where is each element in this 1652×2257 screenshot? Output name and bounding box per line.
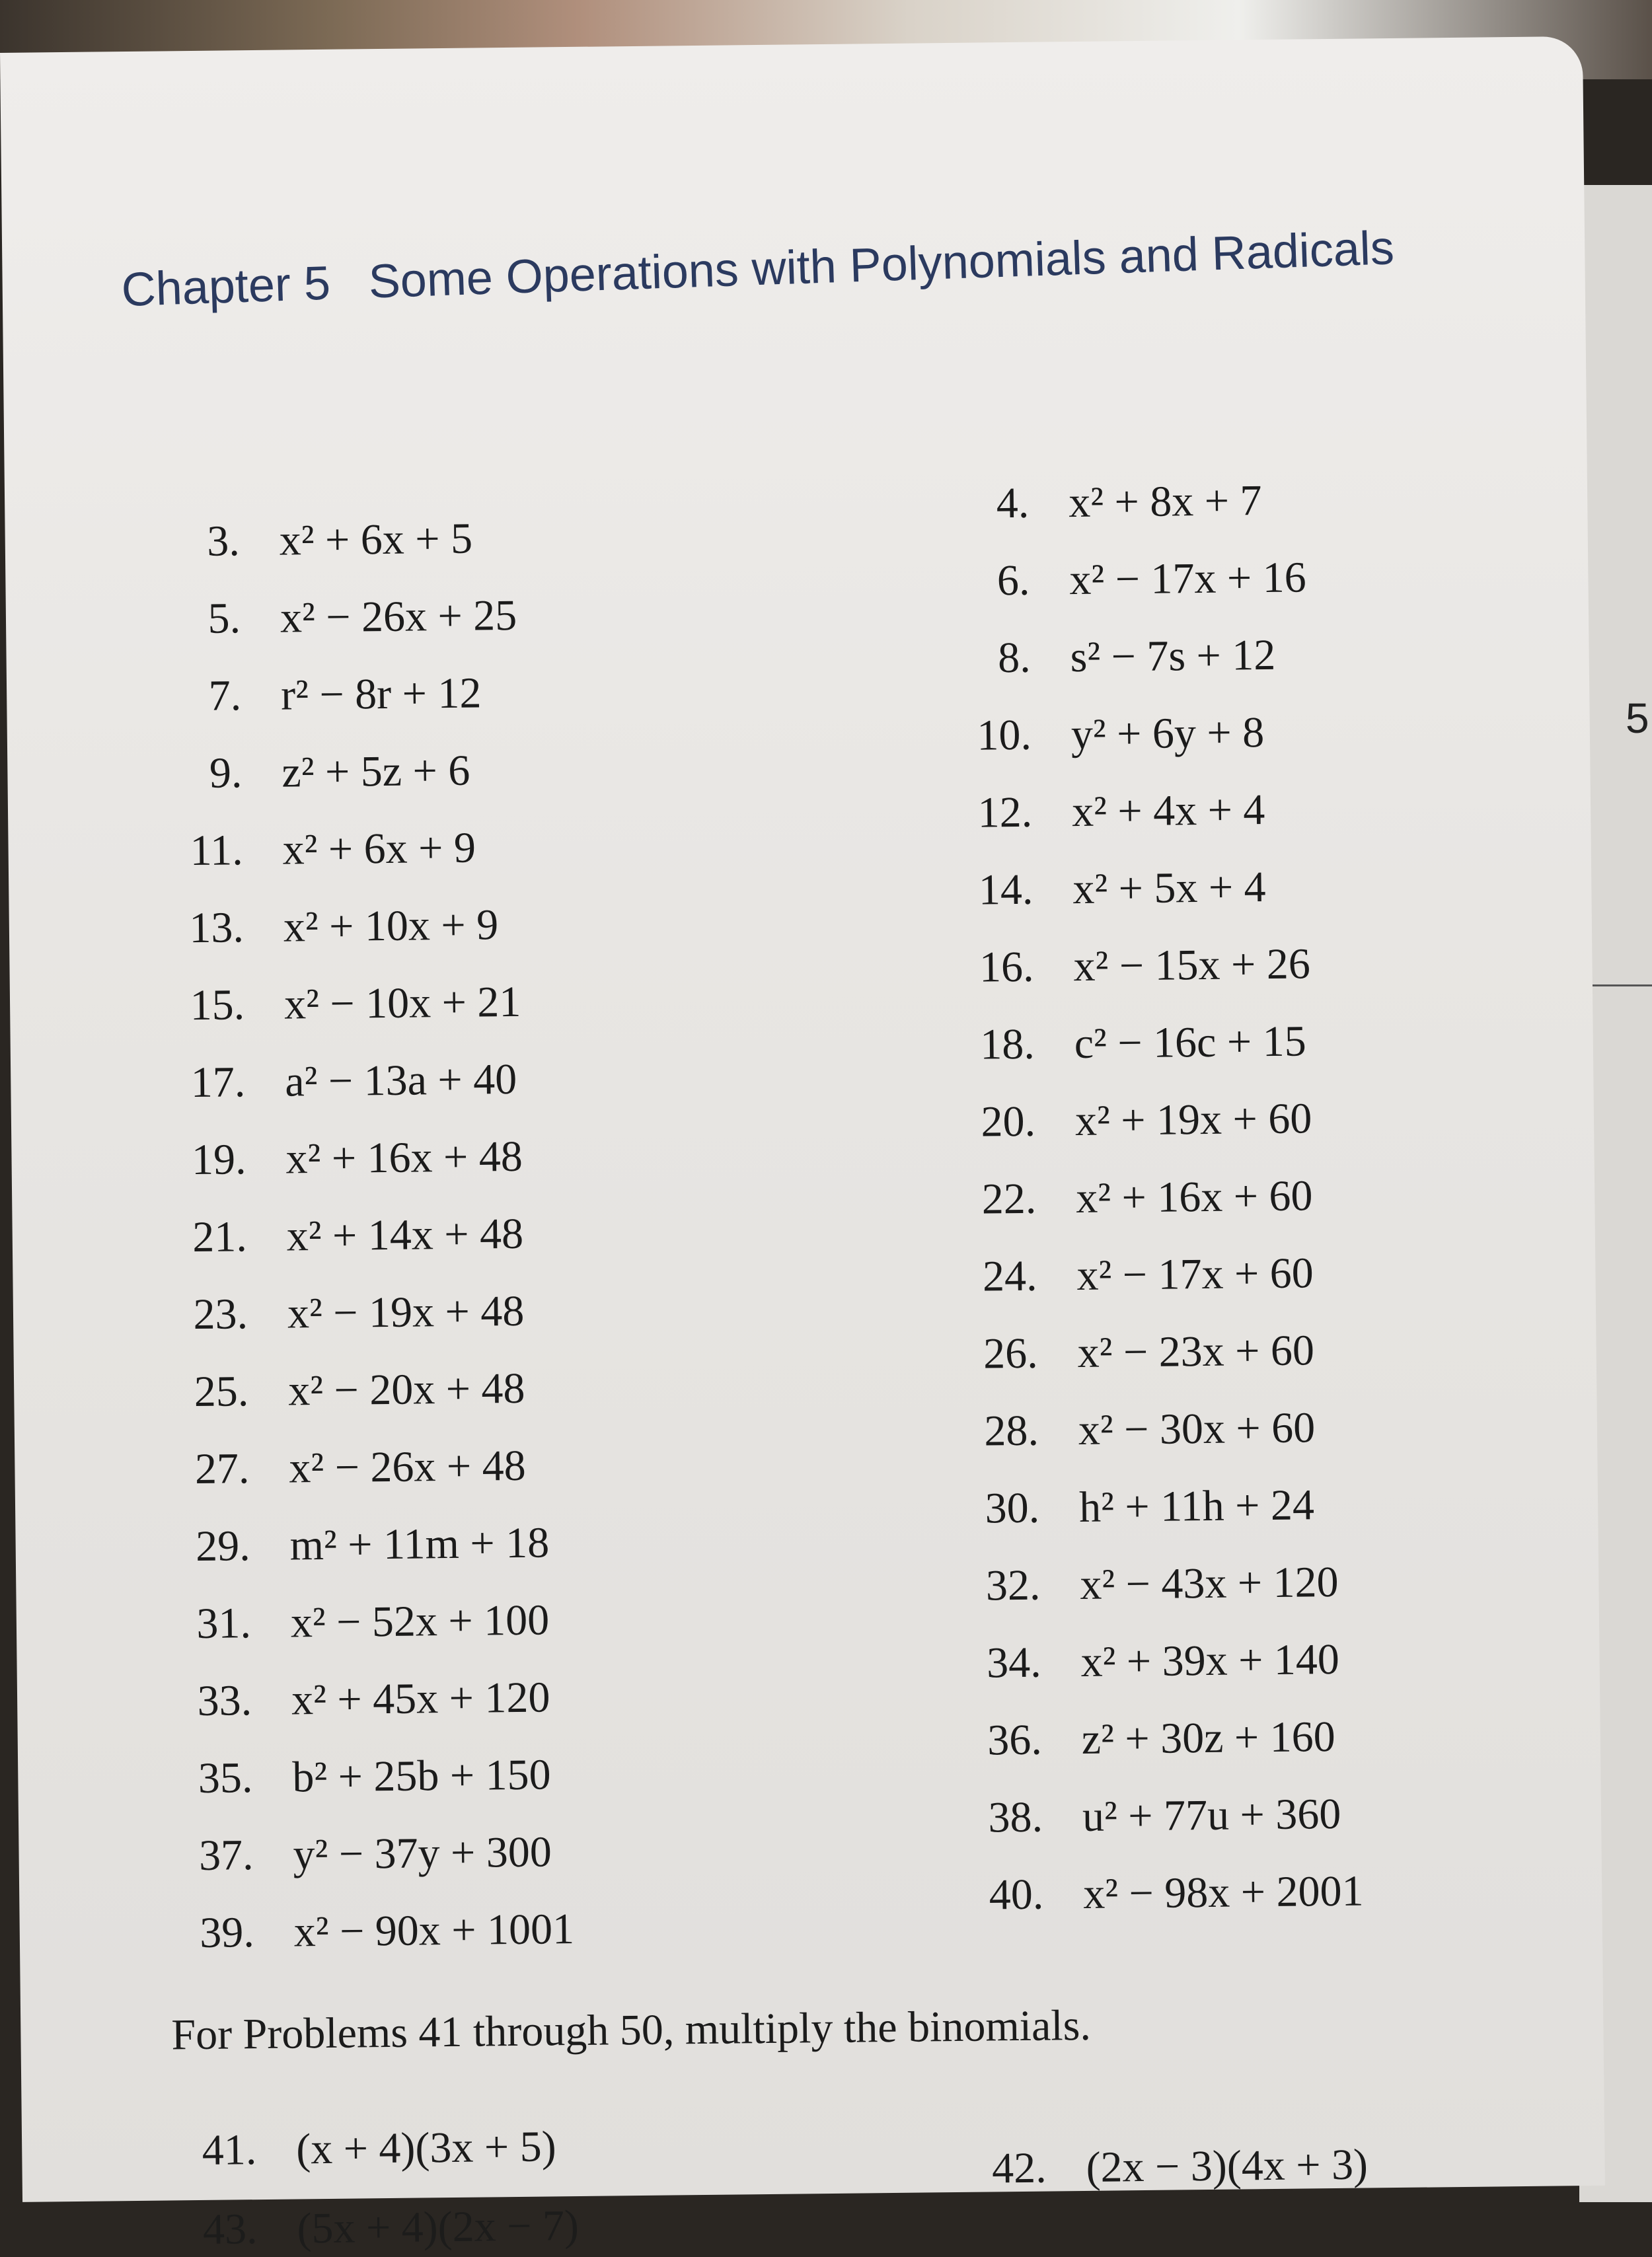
problem-number: 35. bbox=[198, 1754, 253, 1803]
problem-number: 32. bbox=[985, 1561, 1041, 1610]
problem-expression: x² − 26x + 48 bbox=[289, 1441, 527, 1493]
problem-expression: a² − 13a + 40 bbox=[284, 1054, 517, 1106]
problem-expression: (2x − 3)(4x + 3) bbox=[1086, 2140, 1369, 2192]
problem-item bbox=[933, 1403, 1359, 1485]
problem-number: 6. bbox=[996, 556, 1030, 605]
problem-number: 28. bbox=[984, 1406, 1039, 1456]
problem-number: 37. bbox=[198, 1831, 254, 1880]
problem-item bbox=[930, 1171, 1357, 1253]
problem-expression: u² + 77u + 360 bbox=[1082, 1789, 1341, 1841]
problem-number: 26. bbox=[983, 1329, 1039, 1378]
problem-expression: x² + 10x + 9 bbox=[283, 901, 499, 951]
problem-expression: (5x + 4)(2x − 7) bbox=[297, 2202, 580, 2253]
problem-item bbox=[940, 2140, 1369, 2222]
problem-expression: x² + 45x + 120 bbox=[291, 1673, 550, 1724]
problem-expression: h² + 11h + 24 bbox=[1078, 1481, 1315, 1532]
problem-number: 23. bbox=[193, 1290, 248, 1339]
problem-item bbox=[926, 784, 1353, 866]
problem-number: 19. bbox=[191, 1135, 246, 1185]
problem-item bbox=[141, 1208, 567, 1290]
problem-number: 27. bbox=[194, 1444, 250, 1494]
problem-item bbox=[151, 2122, 557, 2203]
problem-item bbox=[143, 1440, 570, 1522]
problem-item bbox=[135, 590, 561, 672]
problem-expression: x² − 19x + 48 bbox=[287, 1286, 525, 1338]
problem-item bbox=[137, 822, 563, 904]
problem-item bbox=[928, 1016, 1355, 1098]
problem-expression: z² + 5z + 6 bbox=[282, 746, 470, 797]
problem-number: 43. bbox=[202, 2205, 258, 2254]
problem-number: 15. bbox=[190, 980, 245, 1030]
problem-number: 21. bbox=[192, 1212, 248, 1262]
problem-item bbox=[135, 667, 562, 749]
problem-item bbox=[143, 1363, 569, 1445]
problem-number: 25. bbox=[194, 1367, 249, 1417]
problem-item bbox=[936, 1712, 1362, 1794]
problem-number: 10. bbox=[977, 710, 1032, 760]
problem-expression: x² − 52x + 100 bbox=[290, 1596, 550, 1647]
problem-number: 31. bbox=[196, 1599, 252, 1648]
problem-number: 39. bbox=[199, 1908, 255, 1957]
problem-number: 33. bbox=[197, 1676, 252, 1726]
problem-item bbox=[927, 862, 1353, 944]
problem-item bbox=[139, 1054, 566, 1136]
problem-item bbox=[148, 1904, 574, 1986]
problem-item bbox=[931, 1248, 1357, 1330]
problem-expression: c² − 16c + 15 bbox=[1074, 1017, 1306, 1068]
problem-expression: x² − 15x + 26 bbox=[1073, 940, 1311, 991]
problem-item bbox=[924, 552, 1350, 634]
chapter-label: Chapter 5 bbox=[120, 256, 332, 317]
problem-number: 12. bbox=[977, 788, 1033, 837]
problem-expression: y² − 37y + 300 bbox=[293, 1828, 552, 1879]
binomial-column-left bbox=[151, 2122, 557, 2203]
problem-number: 30. bbox=[985, 1483, 1040, 1533]
problem-expression: x² − 43x + 120 bbox=[1079, 1557, 1339, 1610]
problem-column-right bbox=[923, 475, 1364, 1948]
problem-number: 38. bbox=[988, 1793, 1043, 1842]
problem-expression: x² − 17x + 60 bbox=[1076, 1249, 1314, 1300]
problem-expression: m² + 11m + 18 bbox=[289, 1518, 550, 1570]
problem-item bbox=[923, 475, 1349, 557]
problem-number: 42. bbox=[991, 2143, 1047, 2193]
section-instruction: For Problems 41 through 50, multiply the binomials. bbox=[171, 2001, 1092, 2059]
problem-item bbox=[146, 1672, 572, 1754]
problem-number: 16. bbox=[979, 942, 1034, 992]
problem-number: 20. bbox=[981, 1097, 1036, 1146]
running-header bbox=[120, 221, 1395, 317]
problem-number: 17. bbox=[190, 1058, 246, 1107]
problem-number: 36. bbox=[987, 1715, 1043, 1765]
problem-expression: b² + 25b + 150 bbox=[291, 1750, 551, 1802]
problem-expression: x² − 17x + 16 bbox=[1069, 553, 1307, 605]
problem-item bbox=[137, 899, 564, 981]
problem-number: 34. bbox=[986, 1638, 1041, 1687]
problem-item bbox=[928, 939, 1354, 1021]
adjacent-page-rule bbox=[1593, 984, 1652, 986]
problem-expression: s² − 7s + 12 bbox=[1070, 630, 1276, 682]
problem-item bbox=[147, 1827, 574, 1909]
problem-expression: x² + 19x + 60 bbox=[1074, 1094, 1312, 1146]
problem-item bbox=[932, 1325, 1358, 1407]
problem-number: 22. bbox=[981, 1174, 1037, 1224]
problem-expression: x² − 90x + 1001 bbox=[293, 1905, 575, 1956]
problem-item bbox=[924, 630, 1351, 712]
problem-number: 3. bbox=[206, 517, 241, 566]
problem-number: 29. bbox=[195, 1522, 251, 1571]
problem-item bbox=[938, 1867, 1364, 1948]
problem-expression: x² + 4x + 4 bbox=[1071, 786, 1265, 836]
problem-expression: r² − 8r + 12 bbox=[280, 669, 482, 720]
problem-item bbox=[937, 1789, 1363, 1871]
problem-item bbox=[133, 513, 560, 595]
problem-number: 9. bbox=[209, 749, 243, 797]
problem-expression: x² − 10x + 21 bbox=[283, 977, 521, 1029]
problem-expression: x² + 16x + 48 bbox=[285, 1132, 523, 1183]
problem-number: 13. bbox=[189, 903, 244, 953]
problem-item bbox=[144, 1518, 570, 1600]
problem-number: 41. bbox=[202, 2126, 257, 2174]
problem-number: 18. bbox=[979, 1019, 1035, 1069]
problem-expression: z² + 30z + 160 bbox=[1081, 1712, 1336, 1763]
problem-expression: x² − 30x + 60 bbox=[1078, 1403, 1316, 1455]
problem-item bbox=[136, 745, 562, 827]
problem-expression: x² + 6x + 9 bbox=[282, 823, 476, 874]
problem-item bbox=[145, 1595, 572, 1677]
problem-number: 14. bbox=[978, 865, 1033, 914]
problem-expression: x² + 5x + 4 bbox=[1072, 863, 1266, 914]
problem-item bbox=[142, 1286, 568, 1368]
problem-item bbox=[930, 1093, 1356, 1175]
problem-expression: x² + 14x + 48 bbox=[286, 1209, 524, 1261]
book-page bbox=[0, 36, 1605, 2254]
problem-expression: x² + 39x + 140 bbox=[1080, 1635, 1340, 1687]
problem-item bbox=[926, 707, 1352, 789]
chapter-title: Some Operations with Polynomials and Radicals bbox=[367, 221, 1395, 309]
problem-number: 4. bbox=[996, 478, 1030, 528]
problem-number: 40. bbox=[989, 1870, 1044, 1919]
problem-expression: x² + 16x + 60 bbox=[1075, 1171, 1313, 1223]
problem-item bbox=[934, 1480, 1360, 1562]
problem-expression: (x + 4)(3x + 5) bbox=[295, 2122, 556, 2174]
problem-item bbox=[935, 1635, 1361, 1717]
problem-item bbox=[147, 1750, 573, 1832]
problem-item bbox=[139, 977, 565, 1058]
problem-expression: y² + 6y + 8 bbox=[1070, 708, 1265, 759]
adjacent-page-digit: 5 bbox=[1626, 694, 1649, 742]
problem-expression: x² − 23x + 60 bbox=[1077, 1326, 1315, 1378]
problem-number: 7. bbox=[208, 671, 242, 720]
problem-number: 8. bbox=[997, 633, 1032, 683]
problem-item bbox=[140, 1131, 566, 1213]
problem-item bbox=[934, 1557, 1361, 1639]
problem-column-left bbox=[133, 513, 574, 1986]
problem-expression: x² + 8x + 7 bbox=[1068, 476, 1262, 527]
cut-off-problem bbox=[151, 2201, 579, 2256]
problem-number: 11. bbox=[190, 826, 244, 875]
problem-expression: x² − 98x + 2001 bbox=[1082, 1867, 1364, 1918]
problem-expression: x² + 6x + 5 bbox=[279, 514, 473, 565]
problem-number: 24. bbox=[982, 1251, 1037, 1301]
problem-expression: x² − 26x + 25 bbox=[280, 591, 517, 642]
problem-number: 5. bbox=[207, 594, 241, 643]
problem-expression: x² − 20x + 48 bbox=[287, 1364, 525, 1415]
binomial-column-right bbox=[940, 2140, 1369, 2222]
